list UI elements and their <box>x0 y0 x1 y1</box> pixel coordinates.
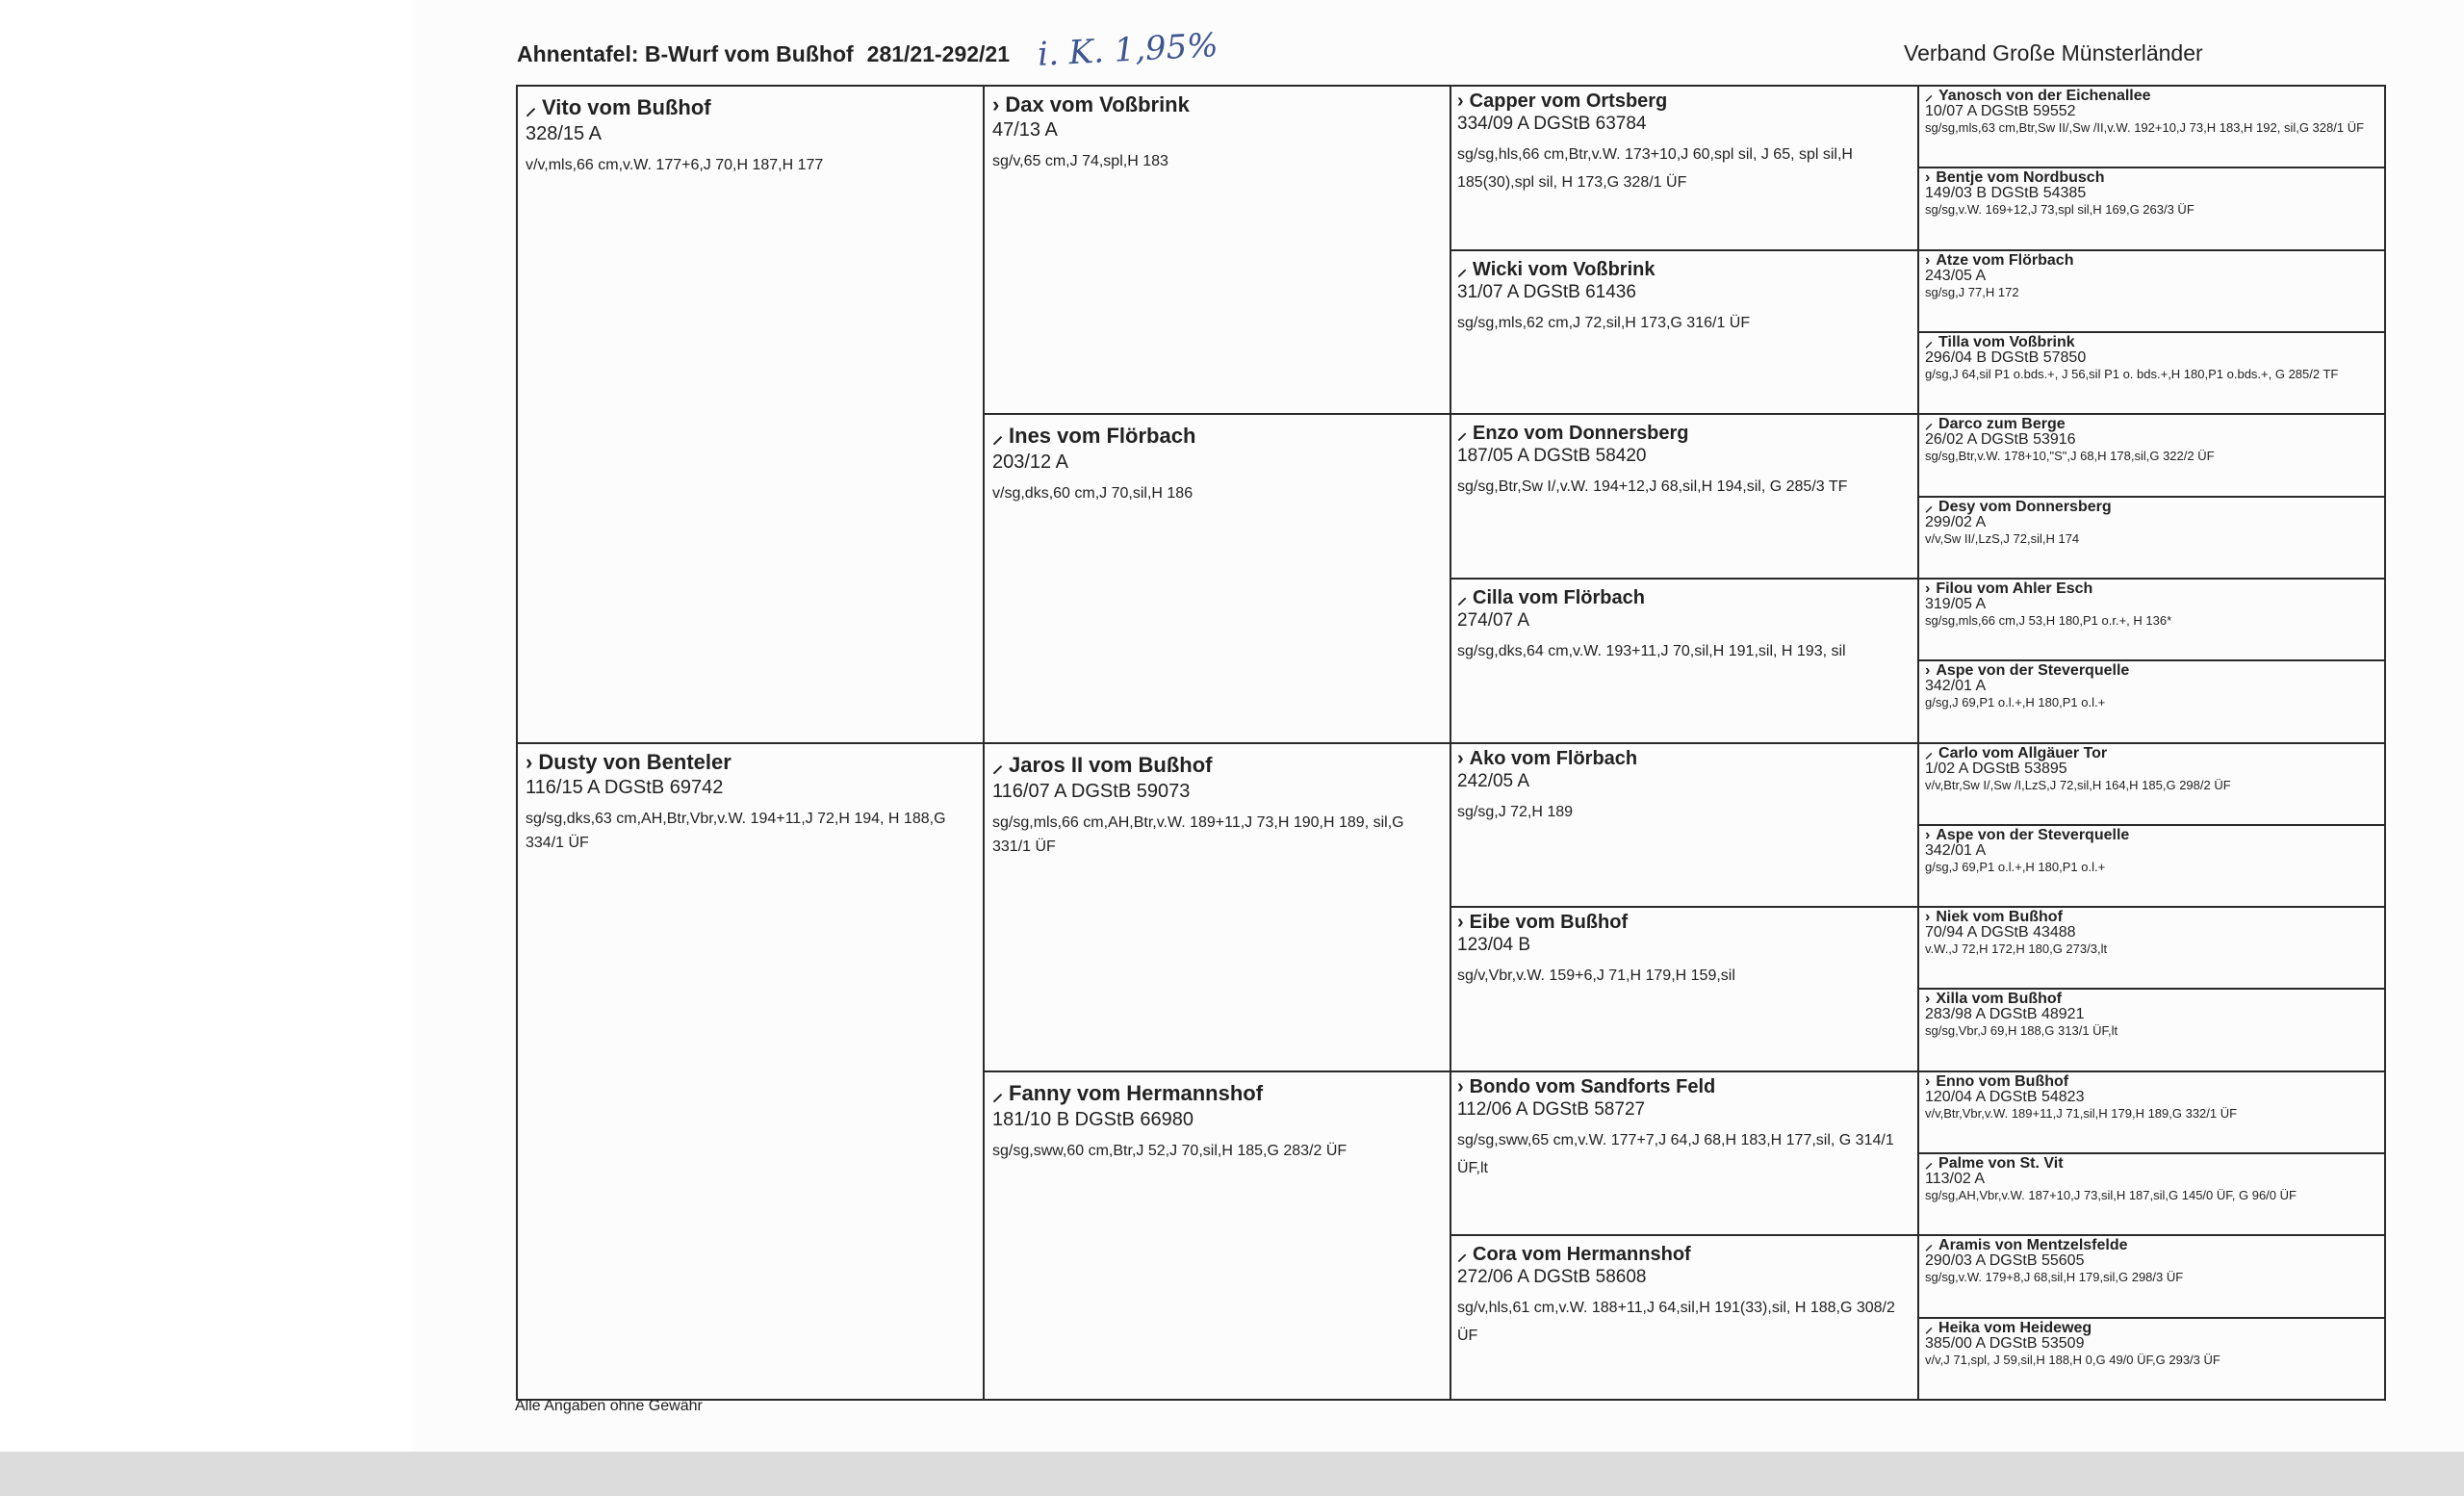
ancestor-name <box>1925 992 2378 1007</box>
ancestor-name <box>1457 255 1912 281</box>
performance-info: sg/sg,Btr,v.W. 178+10,"S",J 68,H 178,sil,G 322/2 ÜF <box>1925 449 2215 464</box>
registration-number: 242/05 A <box>1457 770 1530 791</box>
scan-margin <box>0 0 412 1496</box>
registration-number: 328/15 A <box>526 123 602 144</box>
performance-info: sg/sg,v.W. 169+12,J 73,spl sil,H 169,G 263/3 ÜF <box>1925 202 2194 218</box>
sex-mark-icon: ⸝ <box>1925 88 1934 104</box>
ancestor-name <box>1925 335 2378 350</box>
gen4-ancestor-9 <box>1917 742 2386 826</box>
performance-info: sg/sg,hls,66 cm,Btr,v.W. 173+10,J 60,spl sil, J 65, spl sil,H 185(30),spl sil, H 173,G 328/1 ÜF <box>1457 146 1853 191</box>
ancestor-name <box>1457 419 1912 445</box>
registration-number: 334/09 A DGStB 63784 <box>1457 114 1647 134</box>
performance-info: v/v,J 71,spl, J 59,sil,H 188,H 0,G 49/0 ÜF,G 293/3 ÜF <box>1925 1352 2220 1367</box>
sex-mark-icon: › <box>1925 991 1931 1008</box>
gen2-ancestor-2 <box>983 413 1451 743</box>
performance-info: sg/sg,Btr,Sw I/,v.W. 194+12,J 68,sil,H 194,sil, G 285/3 TF <box>1457 478 1848 496</box>
registration-number: 299/02 A <box>1925 513 1987 530</box>
gen3-ancestor-3 <box>1450 413 1920 580</box>
gen4-ancestor-6 <box>1917 496 2386 580</box>
performance-info: v/sg,dks,60 cm,J 70,sil,H 186 <box>992 485 1194 503</box>
gen3-ancestor-6 <box>1450 906 1920 1072</box>
gen4-ancestor-16 <box>1917 1317 2386 1401</box>
gen4-ancestor-1 <box>1917 85 2386 168</box>
performance-info: sg/sg,Vbr,J 69,H 188,G 313/1 ÜF,lt <box>1925 1023 2118 1039</box>
sex-mark-icon: ⸝ <box>1925 1319 1934 1336</box>
ancestor-name <box>1457 90 1912 113</box>
gen3-ancestor-1 <box>1450 85 1920 251</box>
registration-number: 342/01 A <box>1925 841 1987 859</box>
registration-number: 290/03 A DGStB 55605 <box>1925 1252 2085 1270</box>
performance-info: v/v,Btr,Vbr,v.W. 189+11,J 71,sil,H 179,H 189,G 332/1 ÜF <box>1925 1105 2238 1121</box>
gen2-ancestor-4 <box>983 1070 1451 1401</box>
performance-info: g/sg,J 64,sil P1 o.bds.+, J 56,sil P1 o. bds.+,H 180,P1 o.bds.+, G 285/2 TF <box>1925 366 2339 381</box>
sex-mark-icon: ⸝ <box>1925 744 1934 761</box>
sex-mark-icon: › <box>1925 580 1931 597</box>
ancestor-name-text: Xilla vom Bußhof <box>1936 991 2062 1008</box>
ancestor-name <box>1925 1321 2378 1336</box>
registration-number: 181/10 B DGStB 66980 <box>992 1108 1194 1130</box>
ancestor-name-text: Aspe von der Steverquelle <box>1936 662 2130 680</box>
ancestor-name <box>1925 1074 2378 1090</box>
performance-info: sg/sg,J 77,H 172 <box>1925 284 2019 299</box>
page-title <box>517 41 1010 67</box>
ancestor-name-text: Eibe vom Bußhof <box>1469 912 1629 934</box>
registration-number: 10/07 A DGStB 59552 <box>1925 103 2076 119</box>
ancestor-name-text: Desy vom Donnersberg <box>1938 498 2112 515</box>
ancestor-name-text: Ako vom Flörbach <box>1469 747 1638 769</box>
registration-number: 319/05 A <box>1925 595 1987 612</box>
ancestor-name <box>1925 910 2378 925</box>
registration-number: 113/02 A <box>1925 1171 1985 1188</box>
ancestor-name <box>1925 746 2378 761</box>
sex-mark-icon: › <box>526 749 533 774</box>
ancestor-name-text: Yanosch von der Eichenallee <box>1938 88 2151 104</box>
performance-info: v/v,mls,66 cm,v.W. 177+6,J 70,H 187,H 177 <box>526 157 824 173</box>
sex-mark-icon: › <box>1457 747 1464 769</box>
ancestor-name <box>992 1078 1442 1107</box>
gen1-ancestor-1 <box>516 85 986 744</box>
registration-number: 70/94 A DGStB 43488 <box>1925 924 2076 941</box>
sex-mark-icon: ⸝ <box>1457 586 1467 608</box>
sex-mark-icon: ⸝ <box>1925 416 1934 433</box>
ancestor-name-text: Filou vom Ahler Esch <box>1936 580 2093 597</box>
gen4-ancestor-15 <box>1917 1234 2386 1318</box>
sex-mark-icon: ⸝ <box>992 424 1004 449</box>
ancestor-name-text: Cora vom Hermannshof <box>1473 1244 1691 1266</box>
ancestor-name-text: Aramis von Mentzelsfelde <box>1938 1237 2128 1254</box>
ancestor-name-text: Wicki vom Voßbrink <box>1473 258 1656 280</box>
gen3-ancestor-5 <box>1450 742 1920 909</box>
ancestor-name-text: Dax vom Voßbrink <box>1005 92 1190 116</box>
ancestor-name <box>1457 1240 1912 1266</box>
performance-info: sg/sg,dks,63 cm,AH,Btr,Vbr,v.W. 194+11,J 72,H 194, H 188,G 334/1 ÜF <box>526 810 946 851</box>
ancestor-name-text: Enno vom Bußhof <box>1936 1072 2069 1090</box>
disclaimer: Alle Angaben ohne Gewähr <box>515 1398 703 1414</box>
registration-number: 296/04 B DGStB 57850 <box>1925 348 2087 366</box>
ancestor-name-text: Capper vom Ortsberg <box>1469 90 1668 112</box>
registration-number: 274/07 A <box>1457 609 1530 631</box>
gen4-ancestor-10 <box>1917 824 2386 908</box>
gen3-ancestor-4 <box>1450 578 1920 744</box>
performance-info: sg/sg,sww,65 cm,v.W. 177+7,J 64,J 68,H 183,H 177,sil, G 314/1 ÜF,lt <box>1457 1131 1894 1176</box>
registration-number: 1/02 A DGStB 53895 <box>1925 760 2067 777</box>
sex-mark-icon: ⸝ <box>1925 1155 1934 1173</box>
performance-info: sg/sg,mls,62 cm,J 72,sil,H 173,G 316/1 ÜF <box>1457 314 1751 331</box>
gen4-ancestor-13 <box>1917 1070 2386 1154</box>
ancestor-name <box>1925 417 2378 432</box>
gen2-ancestor-1 <box>983 85 1451 415</box>
registration-number: 283/98 A DGStB 48921 <box>1925 1006 2085 1023</box>
performance-info: g/sg,J 69,P1 o.l.+,H 180,P1 o.l.+ <box>1925 859 2106 874</box>
performance-info: g/sg,J 69,P1 o.l.+,H 180,P1 o.l.+ <box>1925 695 2106 710</box>
sex-mark-icon: › <box>992 92 1000 116</box>
sex-mark-icon: ⸝ <box>1457 1244 1467 1266</box>
ancestor-name-text: Bondo vom Sandforts Feld <box>1469 1075 1716 1097</box>
sex-mark-icon: ⸝ <box>526 95 537 119</box>
registration-number: 187/05 A DGStB 58420 <box>1457 446 1647 467</box>
performance-info: v.W.,J 72,H 172,H 180,G 273/3,lt <box>1925 941 2108 957</box>
ancestor-name-text: Bentje vom Nordbusch <box>1936 169 2105 187</box>
sex-mark-icon: ⸝ <box>1925 333 1934 350</box>
registration-number: 120/04 A DGStB 54823 <box>1925 1088 2085 1105</box>
ancestor-name <box>1925 89 2378 104</box>
ancestor-name <box>1925 170 2378 186</box>
gen4-ancestor-3 <box>1917 249 2386 333</box>
gen4-ancestor-7 <box>1917 578 2386 661</box>
litter-code: 281/21-292/21 <box>866 41 1011 66</box>
gen4-ancestor-5 <box>1917 413 2386 497</box>
ancestor-name-text: Vito vom Bußhof <box>542 95 711 119</box>
registration-number: 116/07 A DGStB 59073 <box>992 780 1191 802</box>
ancestor-name-text: Cilla vom Flörbach <box>1473 586 1645 608</box>
gen4-ancestor-2 <box>1917 167 2386 250</box>
gen1-ancestor-2 <box>516 742 986 1402</box>
performance-info: sg/v,Vbr,v.W. 159+6,J 71,H 179,H 159,sil <box>1457 967 1735 985</box>
registration-number: 123/04 B <box>1457 935 1531 956</box>
sex-mark-icon: ⸝ <box>1457 258 1467 280</box>
registration-number: 149/03 B DGStB 54385 <box>1925 185 2087 202</box>
sex-mark-icon: ⸝ <box>992 752 1004 777</box>
ancestor-name <box>1925 253 2378 269</box>
handwritten-inbreeding-note: i. K. 1,95% <box>1037 26 1219 74</box>
gen4-ancestor-11 <box>1917 906 2386 990</box>
ancestor-name <box>1457 912 1912 934</box>
ancestor-name <box>992 92 1442 117</box>
sex-mark-icon: ⸝ <box>1925 1237 1934 1254</box>
gen2-ancestor-3 <box>983 742 1451 1072</box>
gen3-ancestor-8 <box>1450 1234 1920 1401</box>
ancestor-name-text: Carlo vom Allgäuer Tor <box>1938 744 2108 761</box>
performance-info: sg/sg,mls,66 cm,J 53,H 180,P1 o.r.+, H 136* <box>1925 612 2172 628</box>
registration-number: 26/02 A DGStB 53916 <box>1925 431 2076 449</box>
sex-mark-icon: › <box>1457 1075 1464 1097</box>
ancestor-name-text: Ines vom Flörbach <box>1009 424 1196 449</box>
ancestor-name <box>1925 828 2378 843</box>
gen4-ancestor-14 <box>1917 1152 2386 1236</box>
ancestor-name <box>1457 583 1912 609</box>
sex-mark-icon: › <box>1925 909 1931 926</box>
ancestor-name <box>1925 581 2378 597</box>
performance-info: v/v,Btr,Sw I/,Sw /I,LzS,J 72,sil,H 164,H 185,G 298/2 ÜF <box>1925 777 2231 792</box>
ancestor-name <box>1925 1238 2378 1253</box>
ancestor-name-text: Fanny vom Hermannshof <box>1009 1080 1264 1105</box>
performance-info: v/v,Sw II/,LzS,J 72,sil,H 174 <box>1925 530 2080 546</box>
sex-mark-icon: › <box>1925 169 1931 187</box>
sex-mark-icon: › <box>1925 662 1931 680</box>
sex-mark-icon: ⸝ <box>1925 498 1934 515</box>
registration-number: 31/07 A DGStB 61436 <box>1457 281 1636 302</box>
performance-info: sg/sg,mls,63 cm,Btr,Sw II/,Sw /II,v.W. 192+10,J 73,H 183,H 192, sil,G 328/1 ÜF <box>1925 120 2365 135</box>
scan-bottom-edge <box>0 1452 2464 1496</box>
ancestor-name-text: Enzo vom Donnersberg <box>1473 423 1689 445</box>
sex-mark-icon: › <box>1925 826 1931 843</box>
ancestor-name-text: Aspe von der Steverquelle <box>1936 826 2130 843</box>
performance-info: sg/sg,v.W. 179+8,J 68,sil,H 179,sil,G 298/3 ÜF <box>1925 1270 2184 1285</box>
ancestor-name-text: Tilla vom Voßbrink <box>1938 333 2075 350</box>
registration-number: 272/06 A DGStB 58608 <box>1457 1267 1647 1288</box>
ancestor-name <box>526 750 976 775</box>
ancestor-name <box>1457 1076 1912 1098</box>
sex-mark-icon: › <box>1925 1072 1931 1090</box>
ancestor-name-text: Atze vom Flörbach <box>1936 251 2074 269</box>
sex-mark-icon: › <box>1925 251 1931 269</box>
sex-mark-icon: › <box>1457 912 1464 934</box>
sex-mark-icon: ⸝ <box>1457 423 1467 445</box>
registration-number: 116/15 A DGStB 69742 <box>526 776 724 798</box>
performance-info: sg/sg,J 72,H 189 <box>1457 803 1574 820</box>
performance-info: sg/v,hls,61 cm,v.W. 188+11,J 64,sil,H 191(33),sil, H 188,G 308/2 ÜF <box>1457 1300 1895 1345</box>
ancestor-name <box>992 421 1442 450</box>
gen4-ancestor-8 <box>1917 659 2386 743</box>
registration-number: 47/13 A <box>992 119 1058 141</box>
ancestor-name <box>1925 500 2378 515</box>
title-text: Ahnentafel: B-Wurf vom Bußhof <box>517 41 854 66</box>
performance-info: sg/sg,AH,Vbr,v.W. 187+10,J 73,sil,H 187,sil,G 145/0 ÜF, G 96/0 ÜF <box>1925 1188 2297 1203</box>
ancestor-name-text: Dusty von Benteler <box>538 749 732 774</box>
ancestor-name <box>1925 1156 2378 1172</box>
performance-info: sg/sg,sww,60 cm,Btr,J 52,J 70,sil,H 185,G 283/2 ÜF <box>992 1142 1348 1159</box>
registration-number: 112/06 A DGStB 58727 <box>1457 1098 1646 1120</box>
registration-number: 243/05 A <box>1925 267 1987 284</box>
gen4-ancestor-4 <box>1917 331 2386 415</box>
registration-number: 203/12 A <box>992 451 1068 474</box>
performance-info: sg/sg,mls,66 cm,AH,Btr,v.W. 189+11,J 73,H 190,H 189, sil,G 331/1 ÜF <box>992 813 1404 855</box>
ancestor-name-text: Heika vom Heideweg <box>1938 1319 2092 1336</box>
ancestor-name-text: Niek vom Bußhof <box>1936 909 2063 926</box>
registration-number: 385/00 A DGStB 53509 <box>1925 1334 2085 1352</box>
ancestor-name <box>1457 748 1912 770</box>
ancestor-name <box>526 92 976 121</box>
gen3-ancestor-2 <box>1450 249 1920 416</box>
performance-info: sg/sg,dks,64 cm,v.W. 193+11,J 70,sil,H 191,sil, H 193, sil <box>1457 642 1846 659</box>
gen4-ancestor-12 <box>1917 988 2386 1071</box>
ancestor-name <box>1925 663 2378 679</box>
association-name: Verband Große Münsterländer <box>1904 40 2203 65</box>
sex-mark-icon: ⸝ <box>992 1080 1004 1105</box>
sex-mark-icon: › <box>1457 90 1464 112</box>
registration-number: 342/01 A <box>1925 678 1987 695</box>
ancestor-name <box>992 750 1442 779</box>
ancestor-name-text: Jaros II vom Bußhof <box>1009 752 1213 777</box>
gen3-ancestor-7 <box>1450 1070 1920 1237</box>
ancestor-name-text: Darco zum Berge <box>1938 416 2066 433</box>
performance-info: sg/v,65 cm,J 74,spl,H 183 <box>992 153 1168 169</box>
ancestor-name-text: Palme von St. Vit <box>1938 1155 2064 1173</box>
